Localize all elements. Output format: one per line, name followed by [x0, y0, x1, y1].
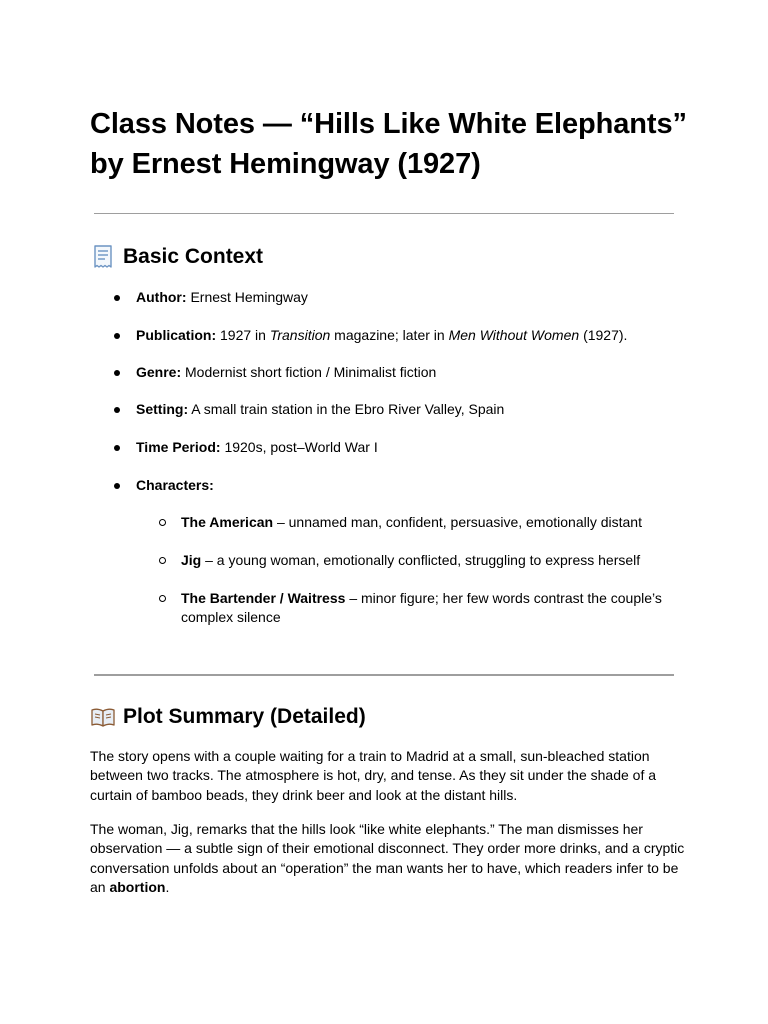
paragraph-end: .	[165, 878, 170, 895]
item-value: 1927 in	[220, 327, 266, 343]
item-label: Publication:	[136, 327, 217, 343]
item-label: Author:	[136, 289, 187, 305]
section-heading-plot-summary	[90, 703, 366, 731]
item-value: magazine; later in	[334, 327, 445, 343]
section-divider	[94, 213, 674, 214]
item-label: Characters:	[136, 477, 214, 493]
list-item-characters	[136, 476, 214, 495]
character-name: The Bartender / Waitress	[181, 590, 346, 606]
list-item-publication	[136, 326, 627, 345]
plot-paragraph-2	[90, 820, 690, 897]
item-value: Ernest Hemingway	[190, 289, 308, 305]
character-desc: – minor figure; her few words contrast the couple’s complex silence	[181, 590, 662, 625]
item-value: 1920s, post–World War I	[224, 439, 378, 455]
book-title: Men Without Women	[448, 327, 580, 343]
character-name: The American	[181, 514, 274, 530]
document-title: Class Notes — “Hills Like White Elephants” by Ernest Hemingway (1927)	[90, 108, 687, 180]
list-item-author	[136, 288, 308, 307]
list-item-time-period	[136, 438, 378, 457]
section-divider	[94, 674, 674, 676]
section-heading-basic-context	[90, 243, 263, 271]
emphasis-text: abortion	[109, 878, 166, 895]
list-item-setting	[136, 400, 504, 419]
item-label: Genre:	[136, 364, 182, 380]
magazine-title: Transition	[269, 327, 331, 343]
character-item-bartender	[181, 589, 681, 627]
receipt-icon	[90, 244, 116, 270]
plot-paragraph-1: The story opens with a couple waiting for a train to Madrid at a small, sun-bleached station between two tracks. The atmosphere is hot, dry, and tense. As they sit under the shade of a curtain of bamboo beads, they drink beer and look at the distant hills.	[90, 748, 657, 803]
paragraph-text: The woman, Jig, remarks that the hills look “like white elephants.” The man dismisses her observation — a subtle sign of their emotional disconnect. They order more drinks, and a cryptic conversation unfolds about an “operation” the man wants her to have, which readers infer to be an	[90, 821, 685, 895]
list-item-genre	[136, 363, 436, 382]
item-label: Setting:	[136, 401, 189, 417]
item-value: (1927).	[583, 327, 628, 343]
section-heading-label: Plot Summary (Detailed)	[123, 705, 366, 728]
item-value: Modernist short fiction / Minimalist fiction	[185, 364, 437, 380]
character-item-jig	[181, 551, 681, 570]
item-label: Time Period:	[136, 439, 221, 455]
item-value: A small train station in the Ebro River Valley, Spain	[191, 401, 505, 417]
character-item-american	[181, 513, 681, 532]
character-desc: – unnamed man, confident, persuasive, emotionally distant	[276, 514, 642, 530]
character-desc: – a young woman, emotionally conflicted, struggling to express herself	[205, 552, 641, 568]
section-heading-label: Basic Context	[123, 245, 264, 268]
open-book-icon	[90, 704, 116, 730]
character-name: Jig	[181, 552, 202, 568]
